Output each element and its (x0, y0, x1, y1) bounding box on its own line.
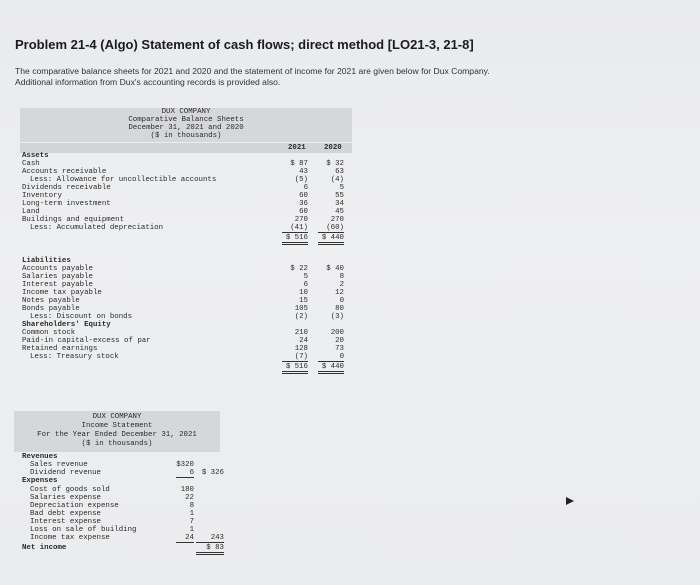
asset-2021: (41) (282, 224, 308, 233)
liability-2021: 105 (294, 305, 308, 313)
asset-2021: 6 (303, 184, 308, 192)
asset-label: Inventory (22, 192, 62, 200)
equity-label: Retained earnings (22, 345, 98, 353)
asset-2020: 55 (335, 192, 344, 200)
liability-2020: $ 40 (326, 265, 344, 273)
liability-2021: 10 (299, 289, 308, 297)
bs-title: Comparative Balance Sheets (128, 116, 244, 124)
asset-2020: $ 32 (326, 160, 344, 168)
expense-value: 8 (189, 502, 194, 510)
asset-label: Long-term investment (22, 200, 111, 208)
total-assets-2020: $ 440 (318, 234, 344, 245)
liability-2020: 80 (335, 305, 344, 313)
problem-intro (15, 66, 615, 88)
equity-2020: 200 (330, 329, 344, 337)
asset-label: Less: Accumulated depreciation (30, 224, 164, 232)
total-expenses: 243 (196, 534, 224, 543)
total-liab-equity-2020: $ 440 (318, 363, 344, 374)
liability-label: Notes payable (22, 297, 80, 305)
is-units: ($ in thousands) (81, 440, 153, 448)
asset-2020: 5 (339, 184, 344, 192)
liability-2020: 12 (335, 289, 344, 297)
is-title: Income Statement (81, 422, 153, 430)
expense-label: Salaries expense (30, 494, 101, 502)
asset-2021: 270 (294, 216, 308, 224)
liability-label: Less: Discount on bonds (30, 313, 133, 321)
liability-label: Interest payable (22, 281, 93, 289)
bs-date: December 31, 2021 and 2020 (128, 124, 244, 132)
expense-value: 7 (189, 518, 194, 526)
asset-label: Cash (22, 160, 40, 168)
asset-2020: 34 (335, 200, 344, 208)
equity-label: Common stock (22, 329, 76, 337)
asset-2020: 63 (335, 168, 344, 176)
asset-2020: 45 (335, 208, 344, 216)
asset-label: Accounts receivable (22, 168, 107, 176)
liability-2021: 6 (303, 281, 308, 289)
problem-title: Problem 21-4 (Algo) Statement of cash flows; direct method [LO21-3, 21-8] (15, 37, 474, 52)
liability-2021: $ 22 (290, 265, 308, 273)
asset-2020: (60) (318, 224, 344, 233)
bs-units: ($ in thousands) (150, 132, 222, 140)
equity-label: Less: Treasury stock (30, 353, 119, 361)
is-company: DUX COMPANY (92, 413, 142, 421)
total-revenue: $ 326 (201, 469, 224, 477)
is-period: For the Year Ended December 31, 2021 (37, 431, 197, 439)
expense-label: Bad debt expense (30, 510, 101, 518)
expense-value: 1 (189, 526, 194, 534)
equity-2020: 73 (335, 345, 344, 353)
expense-label: Loss on sale of building (30, 526, 137, 534)
liability-label: Salaries payable (22, 273, 93, 281)
asset-label: Dividends receivable (22, 184, 111, 192)
expense-label: Cost of goods sold (30, 486, 110, 494)
equity-2021: (7) (282, 353, 308, 362)
intro-line-2: Additional information from Dux's accounting records is provided also. (15, 77, 281, 87)
asset-2021: $ 87 (290, 160, 308, 168)
bs-company: DUX COMPANY (161, 108, 211, 116)
bs-column-header (20, 143, 352, 153)
dividend-value: 6 (176, 469, 194, 478)
equity-2020: 20 (335, 337, 344, 345)
total-liab-equity-2021: $ 516 (282, 363, 308, 374)
assets-heading: Assets (22, 152, 49, 160)
expense-label: Depreciation expense (30, 502, 119, 510)
expense-label: Interest expense (30, 518, 101, 526)
sales-value: $320 (176, 461, 194, 469)
liability-2021: 15 (299, 297, 308, 305)
liability-2020: 2 (339, 281, 344, 289)
expense-value: 1 (189, 510, 194, 518)
asset-label: Land (22, 208, 40, 216)
liabilities-heading: Liabilities (22, 257, 71, 265)
income-statement-header (14, 411, 220, 452)
asset-2020: 270 (330, 216, 344, 224)
revenues-heading: Revenues (22, 453, 58, 461)
liability-2021: 5 (303, 273, 308, 281)
equity-2020: 0 (318, 353, 344, 362)
net-income-value: $ 83 (196, 544, 224, 555)
col-2020: 2020 (324, 144, 342, 152)
liability-label: Bonds payable (22, 305, 80, 313)
mouse-cursor-icon (566, 497, 574, 505)
equity-2021: 128 (294, 345, 308, 353)
asset-2020: (4) (330, 176, 344, 184)
equity-heading: Shareholders' Equity (22, 321, 111, 329)
expense-label: Income tax expense (30, 534, 110, 542)
dividend-label: Dividend revenue (30, 469, 101, 477)
asset-2021: 43 (299, 168, 308, 176)
liability-label: Accounts payable (22, 265, 93, 273)
col-2021: 2021 (288, 144, 306, 152)
asset-label: Less: Allowance for uncollectible accounts (30, 176, 217, 184)
liability-2021: (2) (294, 313, 308, 321)
equity-2021: 24 (299, 337, 308, 345)
expense-value: 24 (176, 534, 194, 543)
liability-2020: (3) (330, 313, 344, 321)
total-assets-2021: $ 516 (282, 234, 308, 245)
liability-label: Income tax payable (22, 289, 102, 297)
balance-sheet-header (20, 108, 352, 142)
asset-label: Buildings and equipment (22, 216, 125, 224)
asset-2021: 36 (299, 200, 308, 208)
asset-2021: (5) (294, 176, 308, 184)
equity-2021: 210 (294, 329, 308, 337)
asset-2021: 60 (299, 208, 308, 216)
liability-2020: 0 (339, 297, 344, 305)
expenses-heading: Expenses (22, 477, 58, 485)
net-income-label: Net income (22, 544, 67, 552)
expense-value: 22 (185, 494, 194, 502)
equity-label: Paid-in capital-excess of par (22, 337, 151, 345)
intro-line-1: The comparative balance sheets for 2021 and 2020 and the statement of income for 2021 are given below for Dux Company. (15, 66, 490, 76)
expense-value: 180 (180, 486, 194, 494)
liability-2020: 8 (339, 273, 344, 281)
sales-label: Sales revenue (30, 461, 88, 469)
asset-2021: 60 (299, 192, 308, 200)
